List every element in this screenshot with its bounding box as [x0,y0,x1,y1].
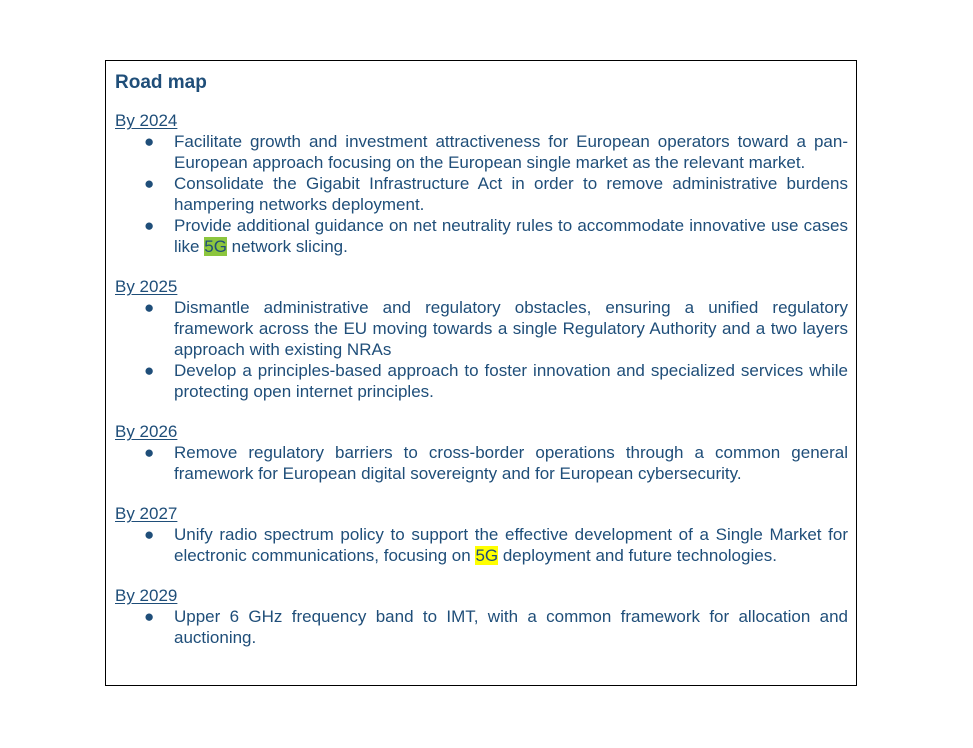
roadmap-box [105,60,857,686]
section-2024 [115,110,848,257]
section-year: By 2029 [115,586,178,605]
list-item [115,173,848,215]
highlighted-term: 5G [204,237,227,256]
list-item [115,360,848,402]
section-year: By 2027 [115,504,178,523]
bullet-icon: ● [144,298,155,317]
section-2026 [115,421,848,484]
bullet-icon: ● [144,132,155,151]
bullet-list [115,524,848,566]
section-year: By 2025 [115,277,178,296]
item-text-tail: network slicing. [226,237,348,256]
bullet-icon: ● [144,525,155,544]
list-item [115,215,848,257]
list-item [115,131,848,173]
item-text: Upper 6 GHz frequency band to IMT, with a common framework for allocation and auctioning. [174,607,848,647]
bullet-icon: ● [144,174,155,193]
section-2025 [115,276,848,402]
list-item [115,524,848,566]
item-text: Develop a principles-based approach to foster innovation and specialized services while protecting open internet principles. [174,361,848,401]
item-text: Unify radio spectrum policy to support the effective development of a Single Market for electronic communications, focusing on [174,525,848,565]
item-text: Consolidate the Gigabit Infrastructure Act in order to remove administrative burdens hampering networks deployment. [174,174,848,214]
bullet-list [115,297,848,402]
bullet-list [115,606,848,648]
bullet-list [115,131,848,257]
list-item [115,442,848,484]
item-text: Facilitate growth and investment attractiveness for European operators toward a pan-European approach focusing on the European single market as the relevant market. [174,132,848,172]
section-year: By 2026 [115,422,178,441]
section-2027 [115,503,848,566]
section-year: By 2024 [115,111,178,130]
item-text: Provide additional guidance on net neutrality rules to accommodate innovative use cases like [174,216,848,256]
bullet-icon: ● [144,216,155,235]
bullet-icon: ● [144,443,155,462]
highlighted-term: 5G [475,546,499,565]
item-text: Remove regulatory barriers to cross-border operations through a common general framework for European digital sovereignty and for European cybersecurity. [174,443,848,483]
item-text: Dismantle administrative and regulatory obstacles, ensuring a unified regulatory framework across the EU moving towards a single Regulatory Authority and a two layers approach with existing NRAs [174,298,848,359]
item-text-tail: deployment and future technologies. [498,546,777,565]
list-item [115,297,848,360]
list-item [115,606,848,648]
bullet-list [115,442,848,484]
bullet-icon: ● [144,361,155,380]
roadmap-title: Road map [115,72,207,93]
section-2029 [115,585,848,648]
bullet-icon: ● [144,607,155,626]
